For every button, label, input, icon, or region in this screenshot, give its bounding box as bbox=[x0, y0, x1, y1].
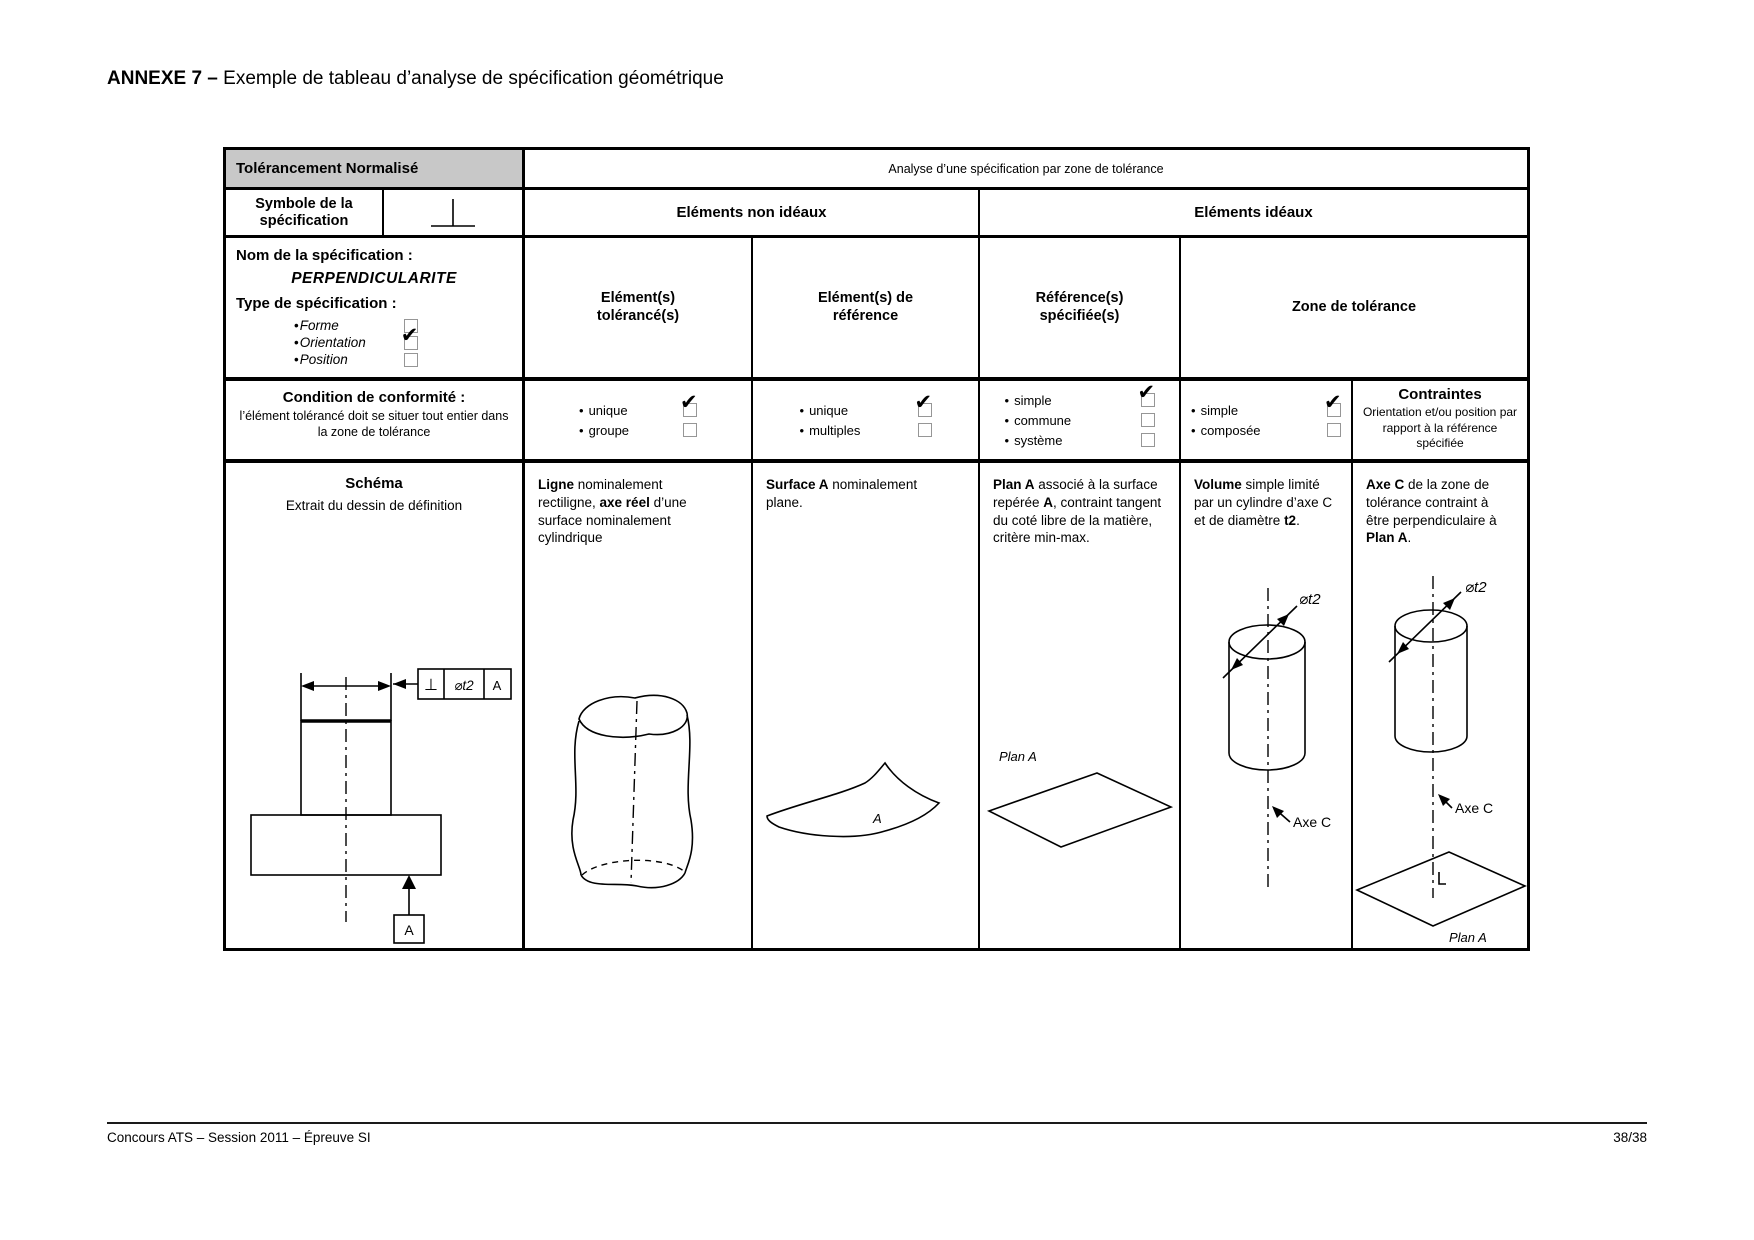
tolerance-cylinder-drawing bbox=[1181, 578, 1353, 923]
conformity-text: l’élément tolérancé doit se situer tout entier dans la zone de tolérance bbox=[239, 409, 509, 439]
checkbox bbox=[683, 423, 697, 437]
wavy-surface-drawing bbox=[761, 739, 973, 854]
fcf-perpendicularity-symbol: ⊥ bbox=[424, 677, 438, 694]
symbol-label: Symbole de la spécification bbox=[226, 190, 384, 235]
schema-subtitle: Extrait du dessin de définition bbox=[285, 498, 463, 513]
cell-specified-reference bbox=[980, 463, 1181, 948]
cell-tolerance-zone bbox=[1181, 463, 1353, 948]
type-option-forme: • Forme bbox=[294, 317, 512, 334]
plane-drawing bbox=[985, 745, 1177, 855]
checkmark-icon: ✔ bbox=[1137, 381, 1156, 404]
spec-type-label: Type de spécification : bbox=[236, 295, 397, 312]
feature-control-frame bbox=[418, 669, 511, 699]
footer-exam-info: Concours ATS – Session 2011 – Épreuve SI bbox=[107, 1130, 371, 1145]
checkbox bbox=[680, 391, 698, 417]
checkbox bbox=[1327, 423, 1341, 437]
diameter-label: ⌀t2 bbox=[1299, 591, 1321, 608]
checkbox bbox=[1324, 391, 1342, 417]
option-unique: • unique ✔ bbox=[579, 391, 698, 418]
datum-label: A bbox=[404, 922, 414, 938]
specification-analysis-table bbox=[223, 147, 1530, 951]
footer-divider bbox=[107, 1122, 1647, 1124]
page-title-annexe: ANNEXE 7 – bbox=[107, 68, 218, 89]
cell-schema bbox=[226, 463, 525, 948]
cell-ideal-header: Eléments idéaux bbox=[980, 190, 1527, 238]
constraints-title: Contraintes bbox=[1398, 386, 1482, 403]
cell-specified-options bbox=[980, 381, 1181, 463]
page-title bbox=[107, 68, 724, 90]
option-composee: • composée bbox=[1191, 423, 1341, 438]
zone-description: Volume simple limité par un cylindre d’axe C et de diamètre t2. bbox=[1194, 477, 1333, 528]
cell-specification-symbol bbox=[226, 190, 525, 238]
option-systeme: • système bbox=[1005, 433, 1155, 448]
cell-tolerated-options bbox=[525, 381, 753, 463]
checkmark-icon: ✔ bbox=[680, 391, 698, 414]
option-simple: • simple ✔ bbox=[1004, 381, 1156, 408]
checkmark-icon: ✔ bbox=[400, 323, 419, 347]
cell-header-reference: Elément(s) de référence bbox=[753, 238, 980, 381]
checkbox bbox=[400, 323, 419, 350]
reference-description: Surface A nominalement plane. bbox=[766, 477, 918, 510]
plane-label: Plan A bbox=[1449, 930, 1487, 945]
cell-specification-name bbox=[226, 238, 525, 381]
surface-label: A bbox=[873, 811, 882, 826]
plane-label: Plan A bbox=[999, 749, 1037, 764]
checkbox bbox=[918, 423, 932, 437]
cell-tolerancing-header: Tolérancement Normalisé bbox=[226, 150, 525, 190]
checkbox bbox=[1141, 413, 1155, 427]
cell-reference-element bbox=[753, 463, 980, 948]
constraints-text: Orientation et/ou position par rapport à la référence spécifiée bbox=[1362, 405, 1518, 451]
fcf-datum-reference: A bbox=[492, 678, 502, 693]
checkmark-icon: ✔ bbox=[1324, 391, 1342, 414]
cell-analysis-header: Analyse d’une spécification par zone de tolérance bbox=[525, 150, 1527, 190]
option-unique: • unique ✔ bbox=[799, 391, 933, 418]
schema-technical-drawing bbox=[226, 547, 522, 947]
cell-constraint-zone bbox=[1353, 463, 1527, 948]
constraint-description: Axe C de la zone de tolérance contraint à être perpendiculaire à Plan A. bbox=[1366, 477, 1497, 546]
tolerated-description: Ligne nominalement rectiligne, axe réel d’une surface nominalement cylindrique bbox=[538, 477, 687, 546]
checkmark-icon: ✔ bbox=[914, 391, 933, 414]
footer-page-number: 38/38 bbox=[1613, 1130, 1647, 1145]
cell-constraints bbox=[1353, 381, 1527, 463]
cell-zone-options bbox=[1181, 381, 1353, 463]
type-option-orientation: • Orientation ✔ bbox=[294, 323, 419, 350]
cell-header-tolerated: Elément(s) tolérancé(s) bbox=[525, 238, 753, 381]
page-title-rest: Exemple de tableau d’analyse de spécification géométrique bbox=[217, 68, 724, 89]
axis-label: Axe C bbox=[1455, 800, 1494, 816]
option-groupe: • groupe bbox=[579, 423, 697, 438]
cell-header-specified: Référence(s) spécifiée(s) bbox=[980, 238, 1181, 381]
cell-tolerated-element bbox=[525, 463, 753, 948]
checkbox bbox=[404, 353, 418, 367]
schema-title: Schéma bbox=[345, 475, 403, 492]
spec-name-value: PERPENDICULARITE bbox=[291, 270, 457, 287]
option-commune: • commune bbox=[1005, 413, 1155, 428]
checkbox bbox=[914, 391, 933, 417]
axis-label: Axe C bbox=[1293, 814, 1332, 830]
type-option-position: • Position bbox=[294, 351, 512, 368]
constrained-cylinder-plane-drawing bbox=[1353, 568, 1527, 946]
cell-header-zone: Zone de tolérance bbox=[1181, 238, 1527, 381]
diameter-label: ⌀t2 bbox=[1465, 579, 1487, 596]
checkbox bbox=[1141, 433, 1155, 447]
conformity-title: Condition de conformité : bbox=[282, 389, 466, 406]
checkbox bbox=[1137, 381, 1156, 407]
cell-reference-options bbox=[753, 381, 980, 463]
fcf-tolerance-value: ⌀t2 bbox=[454, 678, 474, 693]
specified-description: Plan A associé à la surface repérée A, contraint tangent du coté libre de la matière, critère min-max. bbox=[993, 477, 1162, 546]
perpendicularity-symbol-icon bbox=[384, 190, 522, 235]
option-simple: • simple ✔ bbox=[1191, 391, 1342, 418]
spec-type-list bbox=[294, 317, 512, 368]
cell-conformity-condition bbox=[226, 381, 525, 463]
spec-name-label: Nom de la spécification : bbox=[236, 247, 413, 264]
wavy-cylinder-drawing bbox=[557, 685, 722, 890]
option-multiples: • multiples bbox=[800, 423, 932, 438]
cell-non-ideal-header: Eléments non idéaux bbox=[525, 190, 980, 238]
